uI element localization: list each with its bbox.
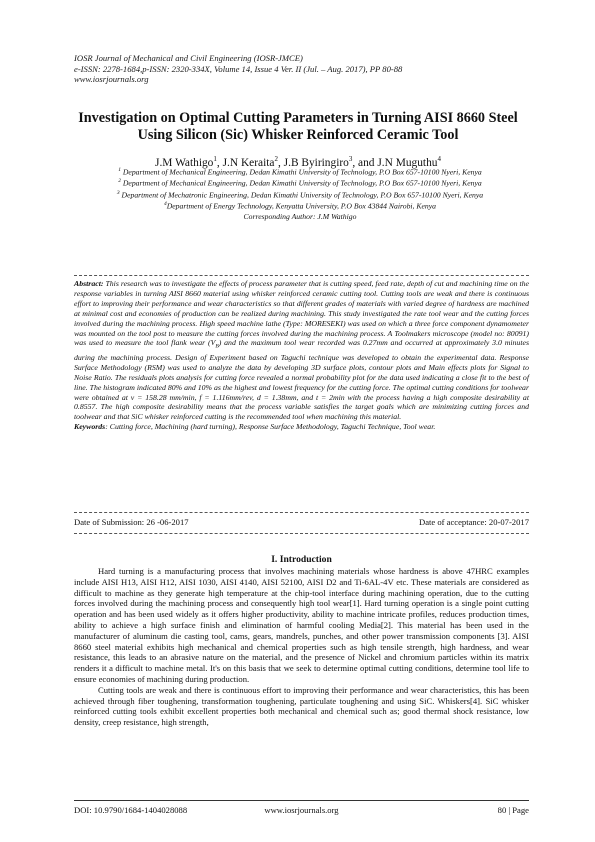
divider-top [74,275,529,276]
abstract [74,279,529,432]
affiliation-2-sup: 2 [118,178,121,185]
author-3-sup: 3 [348,155,353,163]
author-4: , and J.N Muguthu [352,156,438,169]
journal-site: www.iosrjournals.org [74,74,149,85]
page-footer [74,800,529,815]
date-submission: Date of Submission: 26 -06-2017 [74,517,189,527]
affiliation-4-text: Department of Energy Technology, Kenyatta University, P.O Box 43844 Nairobi, Kenya [166,201,437,211]
paragraph-2: Cutting tools are weak and there is continuous effort to improving their performance and wear characteristics, this has been achieved through fiber toughening, transformation toughening, particulate toughening and using SiC. Whiskers[4]. SiC whisker reinforced cutting tools exhibit excellent properties both mechanical and chemical such as; good thermal shock resistance, low density, creep resistance, high strength, [74,684,529,728]
abstract-text-b: ) and the maximum tool wear recorded was 0.27mm and occurred at approximately 3.0 minutes during the machining process. Design of Experiment based on Taguchi technique was developed to obtain the experimental data. Response Surface Methodology (RSM) was used to analyze the data by developing 3D surface plots, contour plots and Main effects plots for Signal to Noise Ratio. The residuals plots analysis for cutting force revealed a normal probability plot for the data used indicating a close fit to the best of line. The histogram indicated 80% and 10% as the highest and lowest frequency for the cutting force. The optimal cutting conditions for toolwear were obtained at v = 158.28 mm/min, f = 1.116mm/rev, d = 1.38mm, and t = 2min with the process having a high composite desirability at 0.8557. The high composite desirability means that the process variable satisfies the target goals which are minimizing cutting forces and toolwear and that SiC whisker reinforced cutting is the recommended tool when machining this material. [74,338,529,422]
affiliations [72,166,528,222]
date-acceptance: Date of acceptance: 20-07-2017 [419,517,529,527]
author-4-sup: 4 [437,155,441,163]
author-1: J.M Wathigo [155,156,214,169]
author-2-sup: 2 [274,155,278,163]
author-3: , J.B Byiringiro [277,156,349,169]
affiliation-1-sup: 1 [118,167,121,173]
body-text [74,566,529,728]
divider-bottom [74,533,529,534]
keywords [74,422,529,432]
paper-title: Investigation on Optimal Cutting Parameters in Turning AISI 8660 Steel Using Silicon (Sic) Whisker Reinforced Ceramic Tool [78,110,518,143]
affiliation-4 [72,200,528,211]
submission-dates [74,517,529,527]
divider-mid [74,512,529,513]
journal-header [74,53,534,85]
affiliation-4-sup: 4 [163,201,167,208]
affiliation-3-text: Department of Mechatronic Engineering, Dedan Kimathi University of Technology, P.O Box 657-10100 Nyeri, Kenya [119,190,484,200]
affiliation-1-text: Department of Mechanical Engineering, Dedan Kimathi University of Technology, P.O Box 657-10100 Nyeri, Kenya [120,167,482,177]
section-heading: I. Introduction [271,554,332,565]
keywords-label: Keywords [74,422,106,432]
footer-page: 80 | Page [497,805,529,815]
corresponding-author: Corresponding Author: J.M Wathigo [243,211,357,221]
affiliation-2-text: Department of Mechanical Engineering, Dedan Kimathi University of Technology, P.O Box 657-10100 Nyeri, Kenya [120,179,482,189]
affiliation-3 [72,189,528,200]
author-2: , J.N Keraita [216,156,275,169]
footer-doi: DOI: 10.9790/1684-1404028088 [74,805,188,815]
abstract-text-a: This research was to investigate the effects of process parameter that is cutting speed, feed rate, depth of cut and machining time on the response variables in turning AISI 8660 material using whisker reinforced ceramic cutting tool. Cutting tools are weak and there is continuous effort to improving their performance and wear characteristics so that different grades of materials with varied degree of hardness are machined at minimal cost and economies of production can be realized during machining. This study investigated the rate tool wear and the cutting forces involved during the machining process. High speed machine lathe (Type: MORESEKI) was used on which a three force component dynamometer was mounted on the tool post to measure the cutting forces involved during the machining process. A Toolmakers microscope (model no: 80091) was used to measure the tool flank wear (V [74,279,529,348]
affiliation-3-sup: 3 [116,189,120,196]
affiliation-2 [72,177,528,188]
paragraph-1: Hard turning is a manufacturing process that involves machining materials whose hardness is above 47HRC examples include AISI H13, AISI H12, AISI 1030, AISI 4140, AISI 52100, AISI D2 and Ti-6AL-4V etc. These materials are considered as difficult to machine as they generate high temperature at the chip-tool interface during machining operation, due to the cutting forces involved during the machining process and consequently high tool wear[1]. Hard turning operation is a single point cutting operation and has been used widely as it offers higher productivity, ability to machine intricate profiles, reduces production times, ability to achieve a high surface finish and elimination of harmful cooling Media[2]. This material has been used in the manufacturer of aluminum die casting tool, cams, gears, mandrels, punches, and other power transmission components [3]. AISI 8660 steel material exhibits high mechanical and chemical properties such as high tensile strength, high hardness, and wear resistance, this leads to an abrasive nature on the material, and the presence of Nickel and chromium particles within its matrix renders it a difficult to machine metal. It's on this basis that we seek to determine optimal cutting conditions, determine tool life to ensure economies of machining during production. [74,566,529,684]
affiliation-1 [72,166,528,177]
journal-name: IOSR Journal of Mechanical and Civil Engineering (IOSR-JMCE) [74,53,303,63]
journal-issn: e-ISSN: 2278-1684,p-ISSN: 2320-334X, Volume 14, Issue 4 Ver. II (Jul. – Aug. 2017), PP 80-88 [74,63,403,74]
abstract-label: Abstract: [74,279,104,288]
footer-site: www.iosrjournals.org [264,805,339,815]
author-1-sup: 1 [213,155,217,163]
keywords-text: : Cutting force, Machining (hard turning), Response Surface Methodology, Taguchi Technique, Tool wear. [105,422,436,432]
abstract-vb-sub: B [215,343,219,350]
